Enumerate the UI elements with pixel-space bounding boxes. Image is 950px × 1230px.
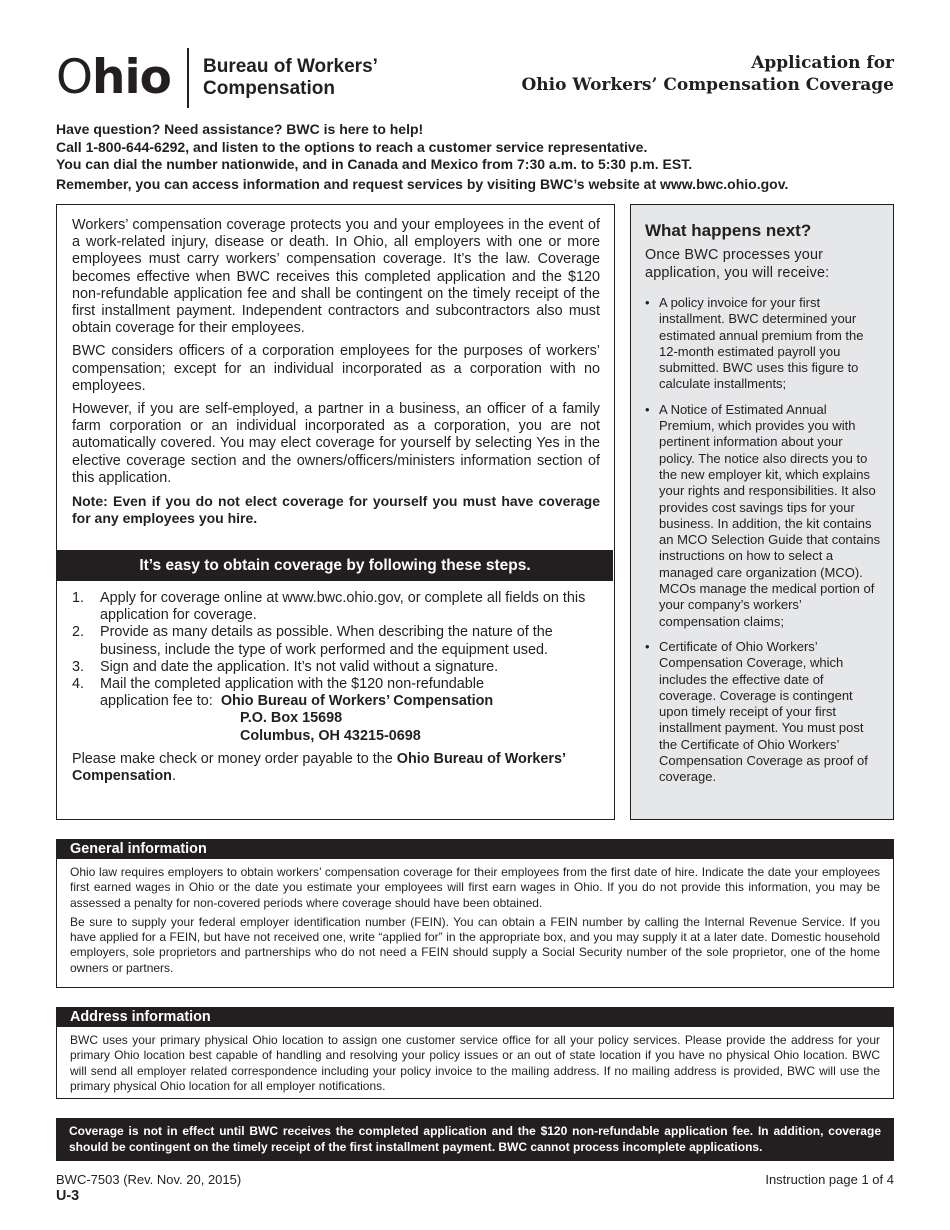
bullet-icon: • [645, 401, 650, 417]
page-number: Instruction page 1 of 4 [765, 1172, 894, 1187]
bullet-icon: • [645, 295, 650, 310]
address-information-section [56, 1007, 894, 1099]
coverage-warning: Coverage is not in effect until BWC receives the completed application and the $120 non-refundable application fee. In addition, coverage should be contingent on the timely receipt of the first installment payment. BWC cannot process incomplete applications. [56, 1118, 894, 1161]
general-information-section [56, 839, 894, 988]
step-item: 2. Provide as many details as possible. When describing the nature of the business, include the type of work performed and the equipment used. [72, 624, 553, 658]
next-list-item: • A Notice of Estimated Annual Premium, which provides you with pertinent information about your policy. The notice also directs you to the new employer kit, which explains your rights and responsibilities. It also provides cost savings tips for your business. In addition, the kit contains an MCO Selection Guide that contains instructions on how to select a managed care organization (MCO). MCOs manage the medical portion of your company’s workers’ compensation claims; [645, 401, 881, 629]
step-item: 3. Sign and date the application. It’s not valid without a signature. [72, 658, 499, 675]
step-item: 1. Apply for coverage online at www.bwc.ohio.gov, or complete all fields on this application for coverage. [72, 590, 586, 624]
coverage-info-box [56, 204, 615, 820]
step-item: 4. Mail the completed application with the $120 non-refundable application fee to: Ohio Bureau of Workers’ Compensation P.O. Box 15698 Columbus, OH 43215-0698 [72, 676, 600, 745]
bullet-icon: • [645, 638, 650, 654]
intro-paragraph: BWC considers officers of a corporation employees for the purposes of workers’ compensation; except for an individual incorporated as a corporation with no employees. [72, 343, 600, 394]
help-line: You can dial the number nationwide, and in Canada and Mexico from 7:30 a.m. to 5:30 p.m. EST. [56, 156, 693, 173]
bwc-name: Bureau of Workers’ Compensation [203, 56, 378, 99]
next-list [645, 295, 881, 795]
payable-note: Please make check or money order payable to the Ohio Bureau of Workers’ Compensation. [72, 750, 566, 785]
next-list-item: • Certificate of Ohio Workers’ Compensation Coverage, which includes the effective date of coverage. Coverage is contingent upon timely receipt of your first installment payment. You must post the Certificate of Ohio Workers’ Compensation Coverage as proof of coverage. [645, 638, 868, 785]
footer-form-id: BWC-7503 (Rev. Nov. 20, 2015) U-3 [56, 1172, 242, 1204]
next-list-item: • A policy invoice for your first installment. BWC determined your estimated annual premium from the 12-month estimated payroll you submitted. BWC uses this figure to calculate installments; [645, 295, 864, 392]
next-title: What happens next? [645, 221, 812, 240]
section-body: Ohio law requires employers to obtain workers’ compensation coverage for their employees from the first date of hire. Indicate the date your employees first earned wages in Ohio or the date you estimate your employees will first earn wages in Ohio. If you do not provide this information, you may be assessed a penalty for non-covered periods where coverage should have been obtained. Be sure to supply your federal employer identification number (FEIN). You can obtain a FEIN number by calling the Internal Revenue Service. If you have applied for a FEIN, but have not received one, write “applied for” in the appropriate box, and you may supply it at a later date. Domestic household employers, sole proprietors and partnerships who do not need a FEIN should supply a Social Security number of the sole proprietor, one of the home owners or partners. [70, 865, 880, 975]
intro-paragraph: However, if you are self-employed, a partner in a business, an officer of a family farm corporation or an individual incorporated as a corporation, you are not automatically covered. You may elect coverage for yourself by selecting Yes in the elective coverage section and the owners/officers/ministers information section of this application. [72, 401, 600, 486]
section-heading: Address information [57, 1008, 893, 1027]
help-line: Remember, you can access information and request services by visiting BWC’s website at www.bwc.ohio.gov. [56, 175, 789, 192]
intro-text [72, 217, 600, 533]
next-lead: Once BWC processes your application, you will receive: [645, 247, 830, 281]
page-title: Application for Ohio Workers’ Compensation Coverage [521, 53, 894, 95]
help-block [56, 121, 896, 193]
what-happens-next-box [630, 204, 894, 820]
section-heading: General information [57, 840, 893, 859]
steps-list [72, 590, 600, 785]
help-line: Have question? Need assistance? BWC is here to help! [56, 121, 424, 137]
section-body: BWC uses your primary physical Ohio location to assign one customer service office for all your policy services. Please provide the address for your primary Ohio location best capable of handling and resolving your policy issues or an out of state location if you have no physical Ohio location. BWC will send all employer related correspondence including your policy invoice to the mailing address. If no mailing address is provided, BWC will use the primary physical Ohio location for all employer notifications. [70, 1033, 880, 1093]
mailing-address: application fee to: Ohio Bureau of Workers’ Compensation P.O. Box 15698 Columbus, OH 43215-0698 [100, 693, 494, 744]
logo-divider [187, 48, 189, 108]
intro-note: Note: Even if you do not elect coverage for yourself you must have coverage for any employees you hire. [72, 493, 600, 527]
steps-heading: It’s easy to obtain coverage by following these steps. [57, 550, 613, 581]
help-line: Call 1-800-644-6292, and listen to the options to reach a customer service representative. [56, 138, 648, 155]
intro-paragraph: Workers’ compensation coverage protects you and your employees in the event of a work-related injury, disease or death. In Ohio, all employers with one or more employees must carry workers’ compensation coverage. It’s the law. Coverage becomes effective when BWC receives this completed application and the $120 non-refundable application fee and shall be contingent on the timely receipt of the first installment payment. Independent contractors and subcontractors also must obtain coverage for their employees. [72, 217, 600, 337]
ohio-wordmark: Ohio [56, 50, 171, 105]
